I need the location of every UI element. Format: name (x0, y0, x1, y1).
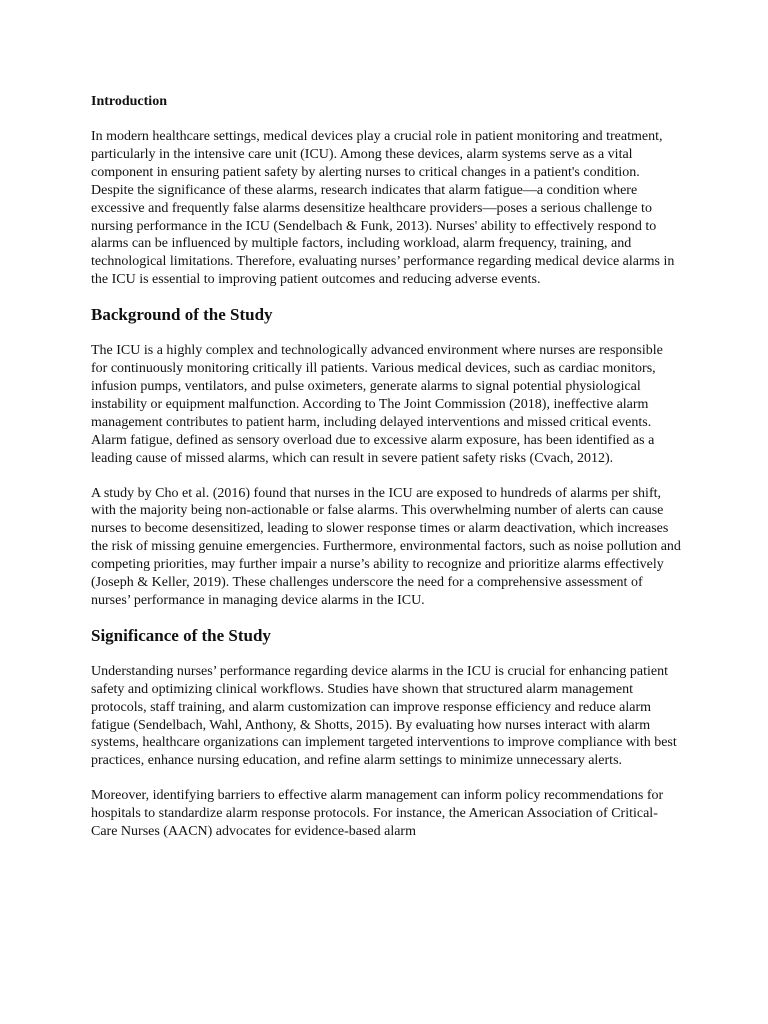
significance-paragraph-1: Understanding nurses’ performance regarding device alarms in the ICU is crucial for enhancing patient safety and optimizing clinical workflows. Studies have shown that structured alarm management protocols, staff training, and alarm customization can improve response efficiency and reduce alarm fatigue (Sendelbach, Wahl, Anthony, & Shotts, 2015). By evaluating how nurses interact with alarm systems, healthcare organizations can implement targeted interventions to improve compliance with best practices, enhance nursing education, and refine alarm settings to minimize unnecessary alerts. (91, 663, 677, 769)
significance-paragraph-2: Moreover, identifying barriers to effective alarm management can inform policy recommendations for hospitals to standardize alarm response protocols. For instance, the American Association of Critical-Care Nurses (AACN) advocates for evidence-based alarm (91, 788, 664, 840)
introduction-paragraph: In modern healthcare settings, medical devices play a crucial role in patient monitoring and treatment, particularly in the intensive care unit (ICU). Among these devices, alarm systems serve as a vital component in ensuring patient safety by alerting nurses to critical changes in a patient's condition. Despite the significance of these alarms, research indicates that alarm fatigue—a condition where excessive and frequently false alarms desensitize healthcare providers—poses a serious challenge to nursing performance in the ICU (Sendelbach & Funk, 2013). Nurses' ability to effectively respond to alarms can be influenced by multiple factors, including workload, alarm frequency, training, and technological limitations. Therefore, evaluating nurses’ performance regarding medical device alarms in the ICU is essential to improving patient outcomes and reducing adverse events. (91, 129, 675, 288)
background-heading: Background of the Study (91, 305, 273, 325)
document-body (91, 93, 681, 858)
significance-heading: Significance of the Study (91, 625, 271, 645)
background-paragraph-1: The ICU is a highly complex and technologically advanced environment where nurses are responsible for continuously monitoring critically ill patients. Various medical devices, such as cardiac monitors, infusion pumps, ventilators, and pulse oximeters, generate alarms to signal potential physiological instability or equipment malfunction. According to The Joint Commission (2018), ineffective alarm management contributes to patient harm, including delayed interventions and missed critical events. Alarm fatigue, defined as sensory overload due to excessive alarm exposure, has been identified as a leading cause of missed alarms, which can result in severe patient safety risks (Cvach, 2012). (91, 343, 663, 466)
introduction-heading: Introduction (91, 94, 167, 109)
background-paragraph-2: A study by Cho et al. (2016) found that nurses in the ICU are exposed to hundreds of alarms per shift, with the majority being non-actionable or false alarms. This overwhelming number of alerts can cause nurses to become desensitized, leading to slower response times or alarm deactivation, which increases the risk of missing genuine emergencies. Furthermore, environmental factors, such as noise pollution and competing priorities, may further impair a nurse’s ability to recognize and prioritize alarms effectively (Joseph & Keller, 2019). These challenges underscore the need for a comprehensive assessment of nurses’ performance in managing device alarms in the ICU. (91, 485, 681, 608)
